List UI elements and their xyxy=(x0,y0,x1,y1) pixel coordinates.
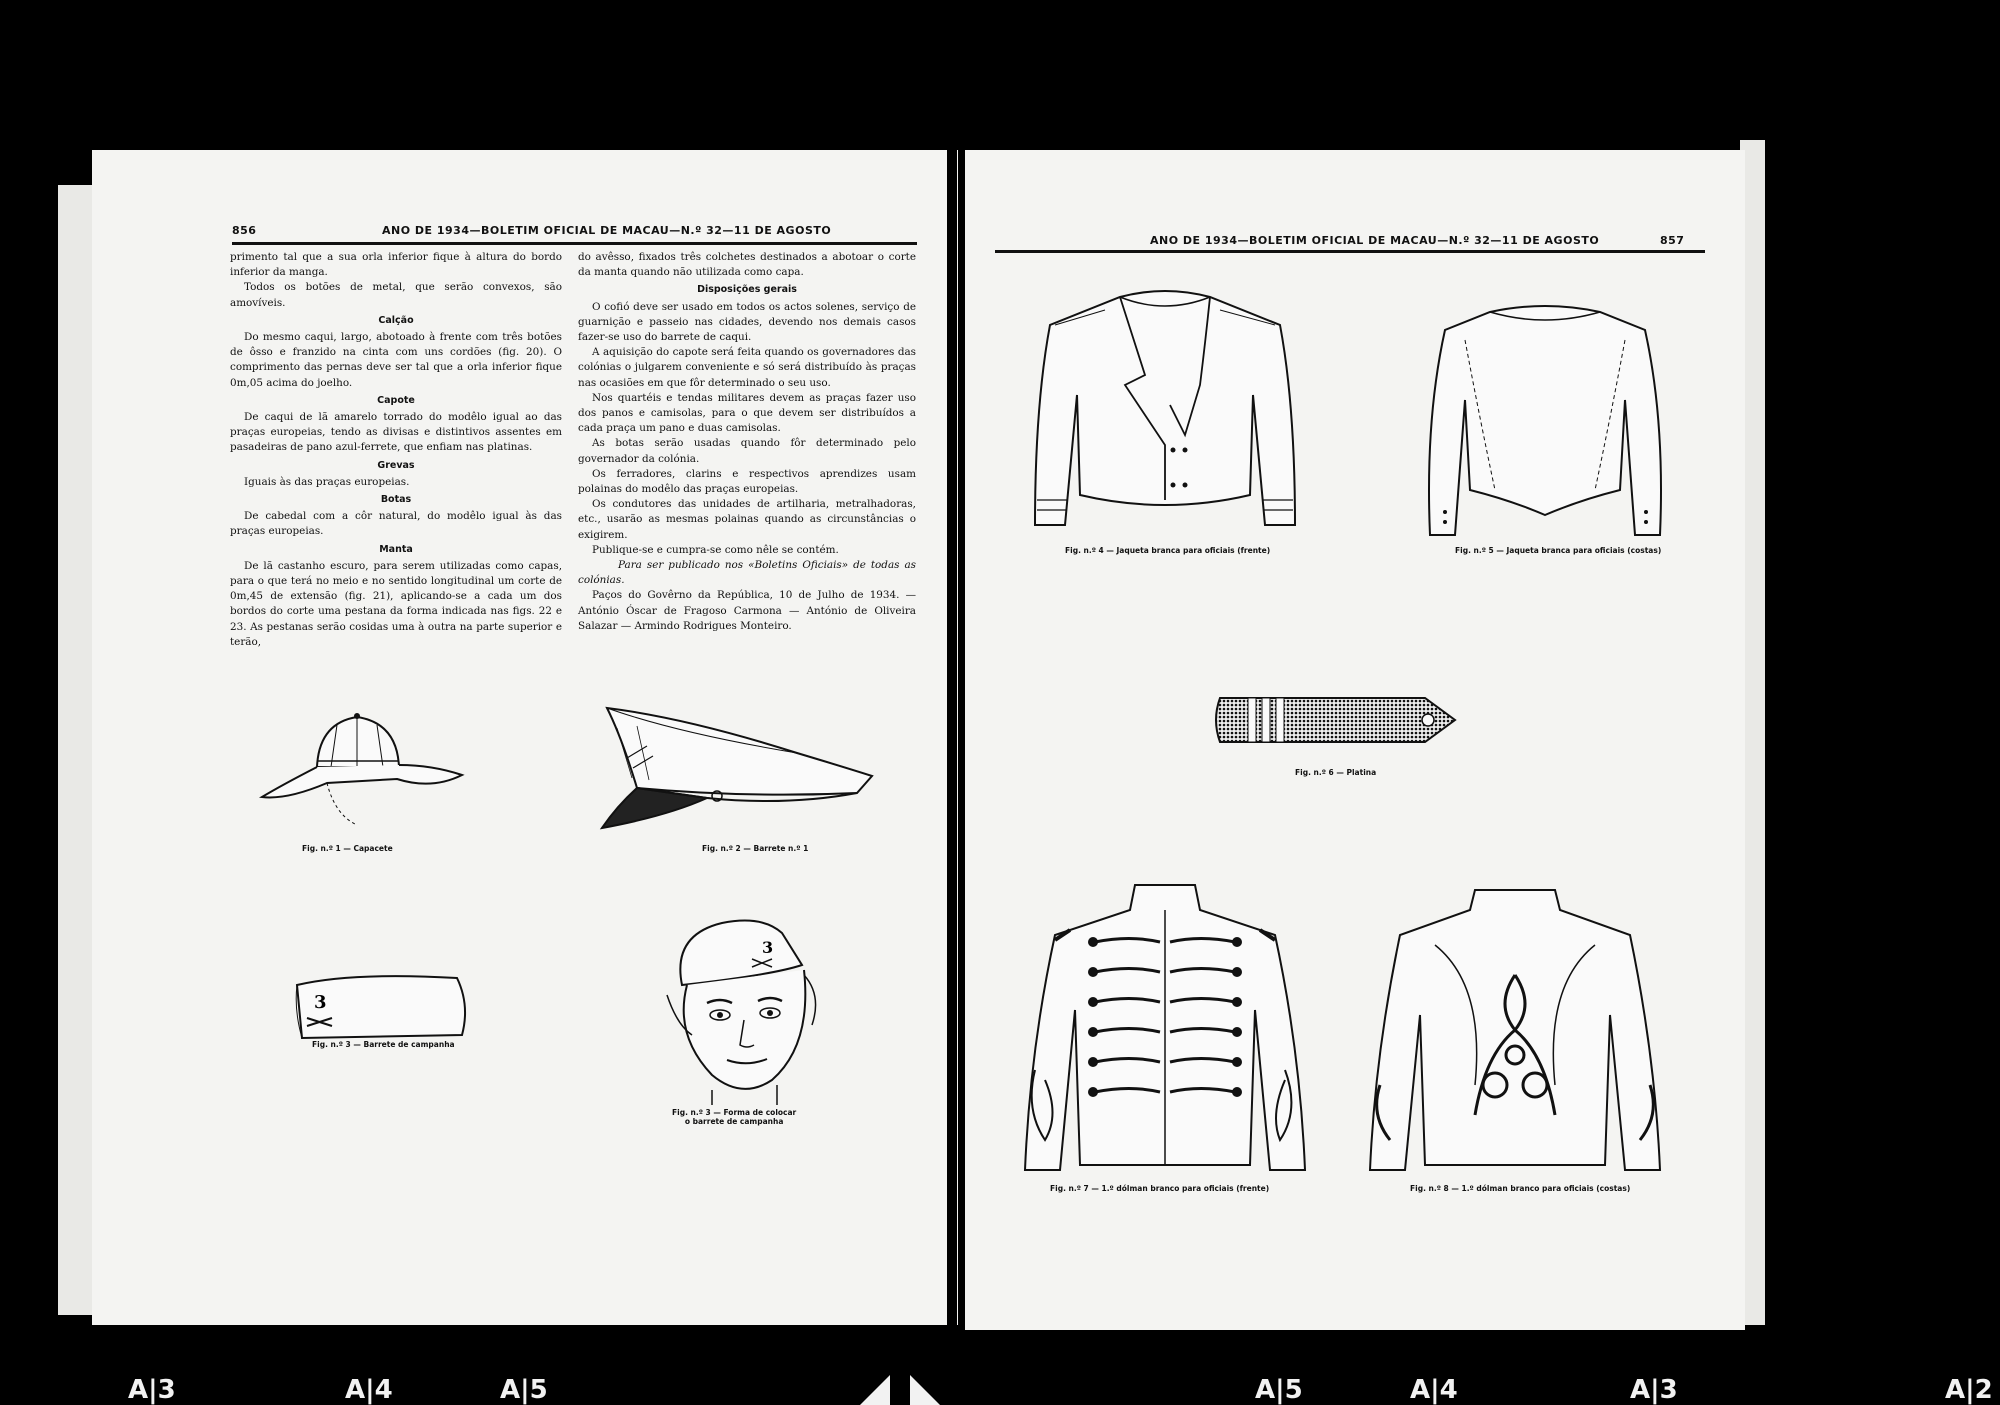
paragraph: As botas serão usadas quando fôr determinado pelo governador da colónia. xyxy=(578,437,916,465)
running-head: ANO DE 1934—BOLETIM OFICIAL DE MACAU—N.º 32—11 DE AGOSTO xyxy=(1150,234,1600,247)
head-with-cap-figure xyxy=(652,915,872,1105)
dolman-front-figure xyxy=(1015,880,1315,1180)
paragraph: Publique-se e cumpra-se como nêle se contém. xyxy=(592,543,839,556)
paragraph: primento tal que a sua orla inferior fique à altura do bordo inferior da manga. xyxy=(230,251,562,279)
paragraph: O cofió deve ser usado em todos os actos solenes, serviço de guarnição e passeio nas cidades, devendo nos demais casos fazer-se uso do barrete de caqui. xyxy=(578,300,916,344)
epaulette-figure xyxy=(1210,695,1460,745)
section-heading: Botas xyxy=(380,494,412,506)
pith-helmet-figure xyxy=(257,705,467,845)
film-mark: A|4 xyxy=(1410,1375,1458,1405)
paragraph: Iguais às das praças europeias. xyxy=(244,475,410,488)
figure-caption: Fig. n.º 2 — Barrete n.º 1 xyxy=(702,844,809,853)
right-page xyxy=(965,150,1745,1330)
dolman-back-figure xyxy=(1365,885,1665,1180)
section-heading: Calção xyxy=(378,314,414,326)
book-spine xyxy=(947,110,957,1345)
film-mark: A|5 xyxy=(1255,1375,1303,1405)
paragraph: A aquisição do capote será feita quando os governadores das colónias o julgarem conveniente e só será distribuído às praças nas ocasiões em que fôr determinado o seu uso. xyxy=(578,346,916,389)
paragraph: De lã castanho escuro, para serem utilizadas como capas, para o que terá no meio e no sentido longitudinal um corte de 0m,45 de extensão (fig. 21), aplicando-se a cada um dos bordos do corte uma pestana da forma indicada nas figs. 22 e 23. As pestanas serão cosidas uma à outra na parte superior e terão, xyxy=(230,559,562,648)
page-number: 856 xyxy=(232,224,257,237)
caption-line: Fig. n.º 3 — Forma de colocar xyxy=(672,1108,797,1117)
paragraph: De cabedal com a côr natural, do modêlo igual às das praças europeias. xyxy=(230,510,562,538)
jacket-back-figure xyxy=(1420,300,1670,545)
film-mark: A|3 xyxy=(128,1375,176,1405)
text-column-1 xyxy=(230,250,562,650)
svg-text:3: 3 xyxy=(314,992,327,1013)
left-page xyxy=(92,150,958,1325)
running-head: ANO DE 1934—BOLETIM OFICIAL DE MACAU—N.º 32—11 DE AGOSTO xyxy=(382,224,832,237)
page-number: 857 xyxy=(1660,234,1685,247)
header-rule xyxy=(995,250,1705,253)
field-cap-figure xyxy=(292,970,472,1040)
film-mark: A|3 xyxy=(1630,1375,1678,1405)
paragraph: Os condutores das unidades de artilharia, metralhadoras, etc., usarão as mesmas polainas quando as circunstâncias o exigirem. xyxy=(578,498,916,541)
paragraph: do avêsso, fixados três colchetes destinados a abotoar o corte da manta quando não utilizada como capa. xyxy=(578,251,916,279)
film-mark: A|5 xyxy=(500,1375,548,1405)
figure-caption: Fig. n.º 5 — Jaqueta branca para oficiais (costas) xyxy=(1455,546,1662,555)
paragraph: De caqui de lã amarelo torrado do modêlo igual ao das praças europeias, tendo as divisas e distintivos assentes em pasadeiras de pano azul-ferrete, que enfiam nas platinas. xyxy=(230,411,562,454)
peaked-cap-figure xyxy=(597,698,877,838)
section-heading: Capote xyxy=(377,394,415,406)
figure-caption: Fig. n.º 8 — 1.º dólman branco para oficiais (costas) xyxy=(1410,1184,1631,1193)
section-heading: Manta xyxy=(379,543,413,555)
figure-caption: Fig. n.º 3 — Barrete de campanha xyxy=(312,1040,455,1049)
figure-caption: Fig. n.º 7 — 1.º dólman branco para oficiais (frente) xyxy=(1050,1184,1270,1193)
film-arrows-icon xyxy=(860,1375,940,1405)
header-rule xyxy=(232,242,917,245)
jacket-front-figure xyxy=(1025,285,1305,545)
section-heading: Grevas xyxy=(377,459,415,471)
paragraph: Nos quartéis e tendas militares devem as praças fazer uso dos panos e camisolas, para o que devem ser distribuídos a cada praça um pano e duas camisolas. xyxy=(578,391,916,435)
signature-paragraph: Paços do Govêrno da República, 10 de Julho de 1934. — António Óscar de Fragoso Carmona — António de Oliveira Salazar — Armindo Rodrigues Monteiro. xyxy=(578,589,916,632)
paragraph: Do mesmo caqui, largo, abotoado à frente com três botões de ôsso e franzido na cinta com uns cordões (fig. 20). O comprimento das pernas deve ser tal que a orla inferior fique 0m,05 acima do joelho. xyxy=(230,331,562,389)
svg-text:3: 3 xyxy=(762,938,774,957)
figure-caption: Fig. n.º 4 — Jaqueta branca para oficiais (frente) xyxy=(1065,546,1271,555)
caption-line: o barrete de campanha xyxy=(684,1117,784,1126)
film-mark: A|2 xyxy=(1945,1375,1993,1405)
text-column-2 xyxy=(578,250,916,634)
film-mark: A|4 xyxy=(345,1375,393,1405)
paragraph: Os ferradores, clarins e respectivos aprendizes usam polainas do modêlo das praças europeias. xyxy=(578,467,916,496)
section-heading: Disposições gerais xyxy=(697,284,797,296)
paragraph: Todos os botões de metal, que serão convexos, são amovíveis. xyxy=(230,281,562,309)
paragraph: Para ser publicado nos «Boletins Oficiais» de todas as colónias. xyxy=(578,559,916,587)
figure-caption: Fig. n.º 1 — Capacete xyxy=(302,844,393,853)
figure-caption xyxy=(672,1108,796,1126)
figure-caption: Fig. n.º 6 — Platina xyxy=(1295,768,1377,777)
